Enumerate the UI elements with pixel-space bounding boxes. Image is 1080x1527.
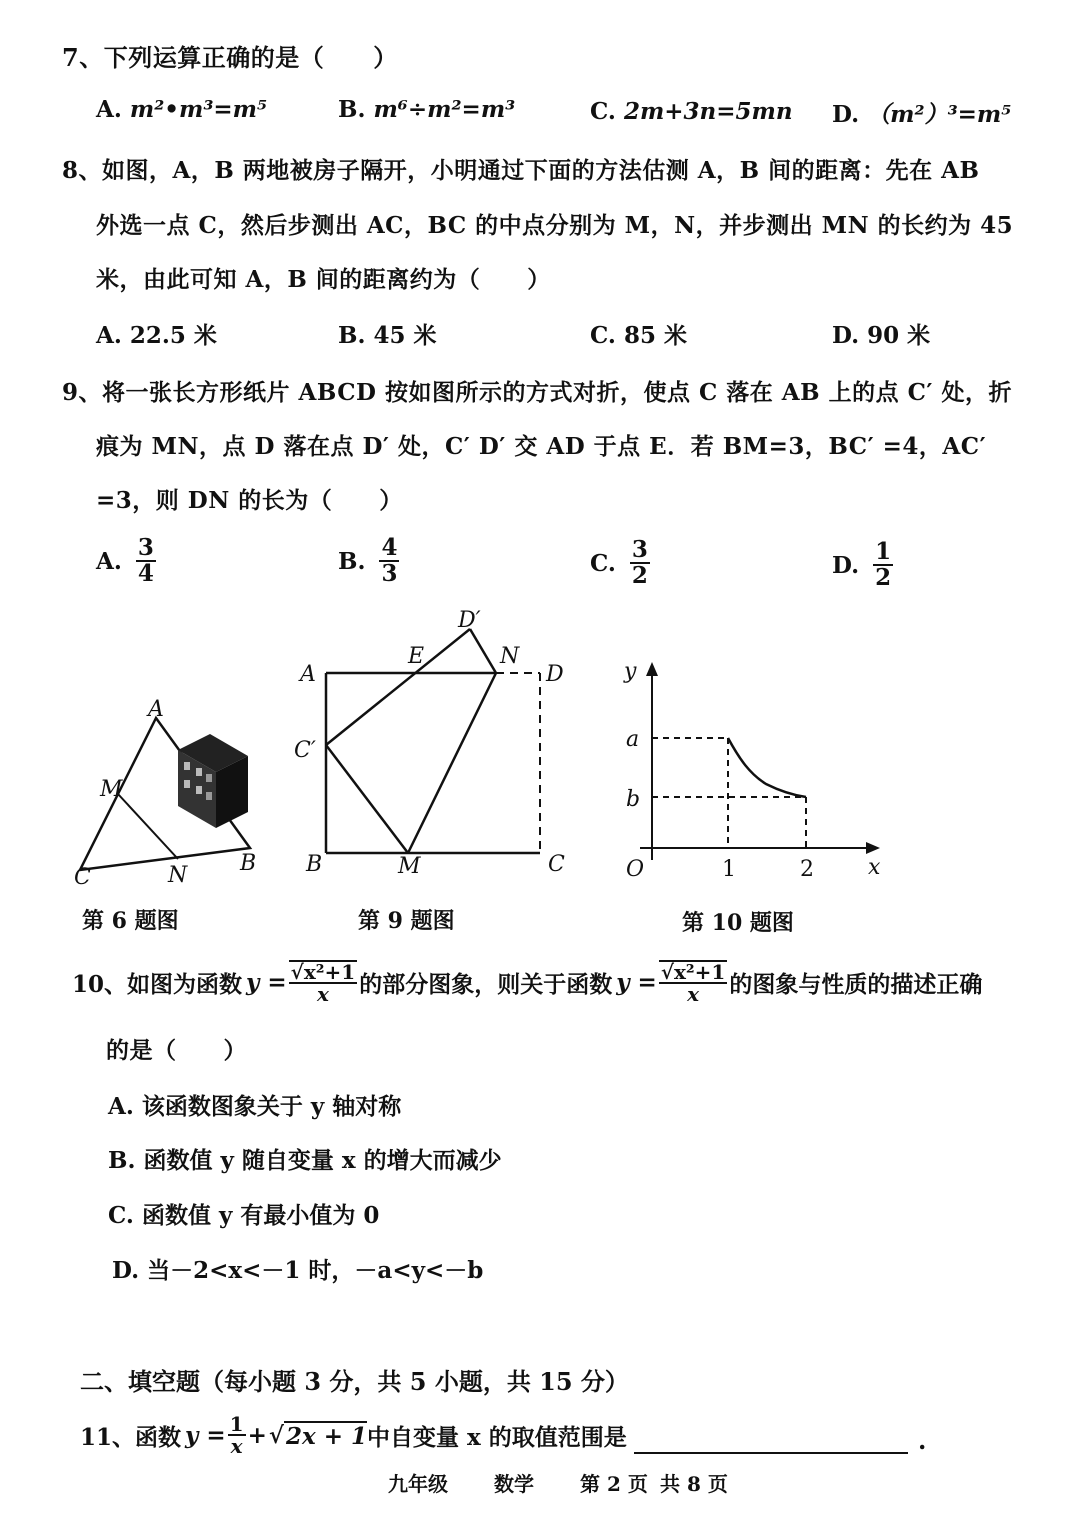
q10-line2: 的是（ ）: [106, 1037, 247, 1064]
fig6-label-a: A: [148, 697, 164, 722]
q11-radicand: 2x + 1: [286, 1422, 368, 1450]
footer-subject: 数学: [494, 1472, 534, 1496]
q10-option-d: D. 当－2<x<－1 时，－a<y<－b: [112, 1257, 484, 1284]
fig9-label-d: D: [546, 662, 564, 687]
q8-line3: 米，由此可知 A，B 间的距离约为（ ）: [96, 266, 551, 293]
q11-line: 11、函数 y = $\frac{1}{x}$ + √ 2x + 1 中自变量 x 的取值范围是: [80, 1412, 627, 1458]
fig10-label-b: b: [626, 787, 641, 812]
q8-option-d: D. 90 米: [832, 322, 931, 349]
fig10-label-x: x: [868, 855, 881, 880]
segment-cp-dp: [326, 629, 470, 745]
fig9-label-b: B: [306, 852, 323, 877]
fig9-label-n: N: [500, 644, 520, 669]
fig9-caption: 第 9 题图: [358, 908, 455, 934]
q9-line3: =3，则 DN 的长为（ ）: [96, 487, 403, 514]
footer-total: 共 8 页: [660, 1472, 728, 1496]
q10-func-fraction-1: $\frac{\text{√x²+1}}{x}$: [290, 960, 356, 1006]
fig10-caption: 第 10 题图: [682, 910, 794, 936]
q11-answer-blank[interactable]: [634, 1452, 908, 1454]
q9-option-c: C. 3 2: [590, 536, 648, 590]
fig6-label-b: B: [240, 851, 257, 876]
q8-option-a: A. 22.5 米: [96, 322, 217, 349]
q8-option-b: B. 45 米: [338, 322, 437, 349]
fig10-label-o: O: [626, 857, 645, 882]
fig10-label-y: y: [624, 659, 637, 684]
q8-option-c: C. 85 米: [590, 322, 687, 349]
fig9-label-cprime: C′: [294, 738, 316, 763]
footer-page: 第 2 页: [580, 1472, 648, 1496]
function-curve: [728, 738, 806, 797]
fig6-label-c: C: [74, 865, 91, 890]
q9-option-b: B. 4 3: [338, 534, 398, 588]
crease-mn: [408, 673, 496, 853]
q7-option-a: A. m²•m³=m⁵: [96, 96, 268, 123]
fig6-caption: 第 6 题图: [82, 908, 179, 934]
fig9-label-e: E: [408, 644, 425, 669]
q9-option-a: A. 3 4: [96, 534, 154, 588]
q10-func-fraction-2: $\frac{\text{√x²+1}}{x}$: [660, 960, 726, 1006]
figure-9: [290, 605, 580, 885]
q8-line1: 8、如图，A，B 两地被房子隔开，小明通过下面的方法估测 A，B 间的距离：先在 AB: [62, 157, 980, 184]
footer-grade: 九年级: [388, 1472, 448, 1496]
q7-option-d: D. （m²）³=m⁵: [832, 101, 1012, 128]
q10-line1: 10、如图为函数 y = $\frac{\text{√x²+1}}{x}$ 的部分图象，则关于函数 y = $\frac{\text{√x²+1}}{x}$ 的图象与性质的描述正确: [72, 960, 983, 1006]
q10-option-a: A. 该函数图象关于 y 轴对称: [108, 1093, 402, 1120]
fig9-label-a: A: [300, 662, 316, 687]
fig9-label-c: C: [548, 852, 565, 877]
fig9-label-m: M: [398, 854, 421, 879]
figure-6: [60, 690, 300, 890]
fig9-label-dprime: D′: [458, 608, 481, 633]
q10-option-c: C. 函数值 y 有最小值为 0: [108, 1202, 380, 1229]
q9-line2: 痕为 MN，点 D 落在点 D′ 处，C′ D′ 交 AD 于点 E．若 BM=3，BC′ =4，AC′: [96, 433, 987, 460]
fig10-label-1: 1: [722, 857, 736, 882]
fig10-label-2: 2: [800, 857, 814, 882]
fig6-label-m: M: [100, 777, 123, 802]
q10-option-b: B. 函数值 y 随自变量 x 的增大而减少: [108, 1147, 502, 1174]
segment-cp-m: [326, 745, 408, 853]
x-axis-arrow-icon: [866, 842, 880, 854]
fig10-label-a: a: [626, 727, 640, 752]
fig6-label-n: N: [168, 863, 188, 888]
q7-option-c: C. 2m+3n=5mn: [590, 98, 793, 125]
segment-dp-n: [470, 629, 496, 673]
q8-line2: 外选一点 C，然后步测出 AC，BC 的中点分别为 M，N，并步测出 MN 的长约为 45: [96, 212, 1014, 239]
q9-line1: 9、将一张长方形纸片 ABCD 按如图所示的方式对折，使点 C 落在 AB 上的点 C′ 处，折: [62, 379, 1012, 406]
house-icon: [178, 734, 248, 828]
y-axis-arrow-icon: [646, 662, 658, 676]
q11-period: .: [918, 1426, 927, 1455]
figure-10: [610, 650, 900, 890]
q9-option-d: D. 1 2: [832, 538, 892, 592]
section-2-title: 二、填空题（每小题 3 分，共 5 小题，共 15 分）: [80, 1367, 629, 1396]
q7-stem: 7、下列运算正确的是（ ）: [62, 43, 398, 72]
q7-option-b: B. m⁶÷m²=m³: [338, 96, 516, 123]
segment-mn: [118, 794, 178, 859]
q11-fraction: $\frac{1}{x}$: [229, 1412, 244, 1458]
